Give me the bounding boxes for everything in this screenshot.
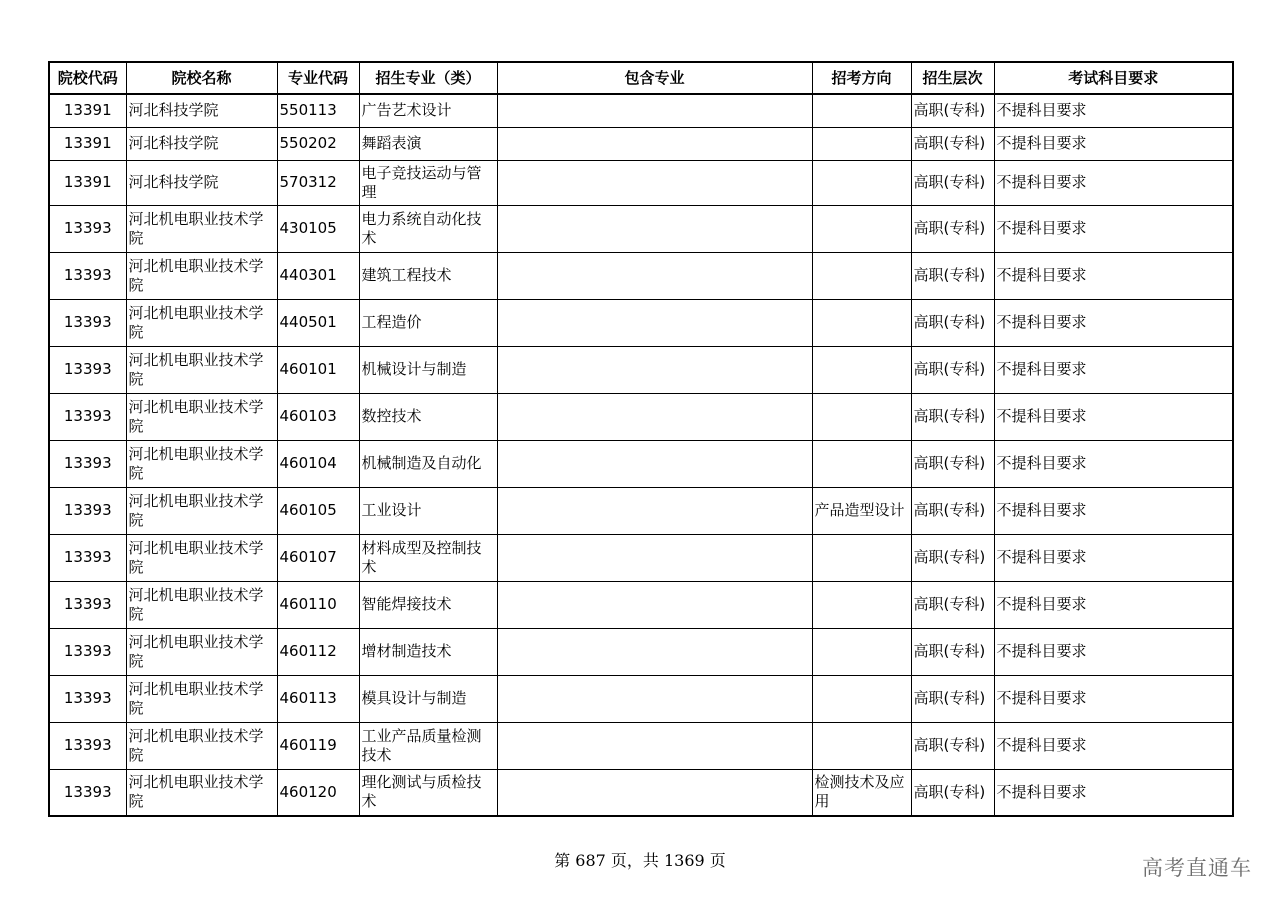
cell-subject-requirement: 不提科目要求 (994, 252, 1233, 299)
enrollment-table (48, 61, 1234, 817)
cell-major: 理化测试与质检技术 (359, 769, 497, 816)
cell-major: 数控技术 (359, 393, 497, 440)
cell-major-code: 460107 (277, 534, 359, 581)
cell-major: 机械设计与制造 (359, 346, 497, 393)
table-row (49, 534, 1233, 581)
header-school-code: 院校代码 (49, 62, 126, 94)
cell-subject-requirement: 不提科目要求 (994, 722, 1233, 769)
cell-subject-requirement: 不提科目要求 (994, 205, 1233, 252)
cell-school-code: 13393 (49, 205, 126, 252)
cell-school-code: 13393 (49, 769, 126, 816)
cell-direction (812, 252, 911, 299)
cell-school-code: 13393 (49, 440, 126, 487)
cell-level: 高职(专科) (911, 127, 994, 160)
table-row (49, 393, 1233, 440)
cell-school-name: 河北机电职业技术学院 (126, 769, 277, 816)
table-row (49, 581, 1233, 628)
table-row (49, 252, 1233, 299)
cell-major-code: 550202 (277, 127, 359, 160)
cell-direction (812, 628, 911, 675)
table-row (49, 675, 1233, 722)
cell-level: 高职(专科) (911, 299, 994, 346)
header-direction: 招考方向 (812, 62, 911, 94)
page-footer: 第 687 页，共 1369 页 (554, 851, 726, 870)
table-row (49, 205, 1233, 252)
cell-level: 高职(专科) (911, 252, 994, 299)
table-row (49, 628, 1233, 675)
cell-direction (812, 393, 911, 440)
cell-school-code: 13393 (49, 628, 126, 675)
cell-school-code: 13393 (49, 722, 126, 769)
cell-direction (812, 127, 911, 160)
cell-level: 高职(专科) (911, 346, 994, 393)
header-major: 招生专业（类） (359, 62, 497, 94)
cell-school-code: 13393 (49, 581, 126, 628)
cell-subject-requirement: 不提科目要求 (994, 299, 1233, 346)
cell-major-code: 550113 (277, 94, 359, 127)
cell-level: 高职(专科) (911, 487, 994, 534)
cell-included-majors (497, 487, 812, 534)
cell-level: 高职(专科) (911, 769, 994, 816)
table-row (49, 722, 1233, 769)
table-row (49, 160, 1233, 205)
table-row (49, 94, 1233, 127)
cell-major: 电子竞技运动与管理 (359, 160, 497, 205)
cell-level: 高职(专科) (911, 722, 994, 769)
cell-school-name: 河北机电职业技术学院 (126, 252, 277, 299)
cell-major-code: 460103 (277, 393, 359, 440)
cell-school-code: 13393 (49, 393, 126, 440)
cell-school-code: 13393 (49, 534, 126, 581)
cell-direction (812, 440, 911, 487)
cell-school-name: 河北机电职业技术学院 (126, 722, 277, 769)
cell-major: 广告艺术设计 (359, 94, 497, 127)
cell-school-name: 河北科技学院 (126, 127, 277, 160)
cell-included-majors (497, 160, 812, 205)
cell-level: 高职(专科) (911, 393, 994, 440)
cell-subject-requirement: 不提科目要求 (994, 346, 1233, 393)
cell-major: 模具设计与制造 (359, 675, 497, 722)
table-row (49, 346, 1233, 393)
cell-major: 材料成型及控制技术 (359, 534, 497, 581)
cell-included-majors (497, 205, 812, 252)
cell-major-code: 460119 (277, 722, 359, 769)
cell-school-code: 13393 (49, 487, 126, 534)
cell-level: 高职(专科) (911, 534, 994, 581)
cell-major: 工程造价 (359, 299, 497, 346)
table-row (49, 127, 1233, 160)
cell-school-code: 13393 (49, 252, 126, 299)
cell-level: 高职(专科) (911, 94, 994, 127)
cell-major-code: 440501 (277, 299, 359, 346)
cell-included-majors (497, 127, 812, 160)
cell-major: 机械制造及自动化 (359, 440, 497, 487)
cell-major-code: 570312 (277, 160, 359, 205)
header-level: 招生层次 (911, 62, 994, 94)
cell-level: 高职(专科) (911, 160, 994, 205)
cell-school-name: 河北机电职业技术学院 (126, 299, 277, 346)
cell-level: 高职(专科) (911, 628, 994, 675)
cell-school-name: 河北机电职业技术学院 (126, 675, 277, 722)
cell-included-majors (497, 628, 812, 675)
cell-major-code: 460101 (277, 346, 359, 393)
cell-level: 高职(专科) (911, 581, 994, 628)
cell-school-name: 河北科技学院 (126, 160, 277, 205)
cell-direction (812, 722, 911, 769)
table-row (49, 769, 1233, 816)
header-subject-requirement: 考试科目要求 (994, 62, 1233, 94)
cell-included-majors (497, 769, 812, 816)
cell-major-code: 460105 (277, 487, 359, 534)
cell-school-code: 13391 (49, 127, 126, 160)
cell-direction (812, 534, 911, 581)
cell-direction (812, 675, 911, 722)
cell-major: 电力系统自动化技术 (359, 205, 497, 252)
cell-subject-requirement: 不提科目要求 (994, 769, 1233, 816)
cell-included-majors (497, 252, 812, 299)
cell-included-majors (497, 346, 812, 393)
cell-level: 高职(专科) (911, 205, 994, 252)
cell-school-code: 13393 (49, 675, 126, 722)
table-body (49, 94, 1233, 816)
cell-included-majors (497, 534, 812, 581)
cell-subject-requirement: 不提科目要求 (994, 487, 1233, 534)
table-row (49, 487, 1233, 534)
cell-major-code: 430105 (277, 205, 359, 252)
header-major-code: 专业代码 (277, 62, 359, 94)
cell-direction (812, 160, 911, 205)
cell-direction: 产品造型设计 (812, 487, 911, 534)
cell-included-majors (497, 675, 812, 722)
cell-school-name: 河北机电职业技术学院 (126, 393, 277, 440)
cell-major: 增材制造技术 (359, 628, 497, 675)
cell-school-code: 13393 (49, 299, 126, 346)
cell-direction (812, 581, 911, 628)
cell-subject-requirement: 不提科目要求 (994, 581, 1233, 628)
table-row (49, 299, 1233, 346)
cell-major-code: 460113 (277, 675, 359, 722)
cell-school-code: 13391 (49, 94, 126, 127)
cell-subject-requirement: 不提科目要求 (994, 94, 1233, 127)
cell-school-code: 13393 (49, 346, 126, 393)
cell-major-code: 460120 (277, 769, 359, 816)
cell-major: 舞蹈表演 (359, 127, 497, 160)
table-header-row (49, 62, 1233, 94)
cell-major: 工业产品质量检测技术 (359, 722, 497, 769)
cell-included-majors (497, 722, 812, 769)
cell-school-name: 河北机电职业技术学院 (126, 440, 277, 487)
cell-school-name: 河北机电职业技术学院 (126, 534, 277, 581)
cell-included-majors (497, 299, 812, 346)
cell-level: 高职(专科) (911, 675, 994, 722)
cell-school-name: 河北机电职业技术学院 (126, 487, 277, 534)
cell-major: 工业设计 (359, 487, 497, 534)
header-school-name: 院校名称 (126, 62, 277, 94)
cell-major: 智能焊接技术 (359, 581, 497, 628)
watermark: 高考直通车 (1142, 856, 1252, 880)
cell-level: 高职(专科) (911, 440, 994, 487)
table-row (49, 440, 1233, 487)
cell-school-name: 河北机电职业技术学院 (126, 346, 277, 393)
cell-subject-requirement: 不提科目要求 (994, 440, 1233, 487)
cell-school-name: 河北机电职业技术学院 (126, 581, 277, 628)
cell-subject-requirement: 不提科目要求 (994, 675, 1233, 722)
cell-school-name: 河北机电职业技术学院 (126, 205, 277, 252)
cell-subject-requirement: 不提科目要求 (994, 393, 1233, 440)
cell-major: 建筑工程技术 (359, 252, 497, 299)
cell-school-name: 河北科技学院 (126, 94, 277, 127)
cell-included-majors (497, 440, 812, 487)
cell-direction (812, 205, 911, 252)
cell-direction (812, 299, 911, 346)
cell-direction: 检测技术及应用 (812, 769, 911, 816)
header-included-majors: 包含专业 (497, 62, 812, 94)
cell-direction (812, 346, 911, 393)
cell-major-code: 460110 (277, 581, 359, 628)
cell-school-code: 13391 (49, 160, 126, 205)
cell-included-majors (497, 393, 812, 440)
cell-subject-requirement: 不提科目要求 (994, 628, 1233, 675)
cell-major-code: 460104 (277, 440, 359, 487)
cell-included-majors (497, 581, 812, 628)
cell-subject-requirement: 不提科目要求 (994, 160, 1233, 205)
cell-subject-requirement: 不提科目要求 (994, 127, 1233, 160)
cell-included-majors (497, 94, 812, 127)
cell-school-name: 河北机电职业技术学院 (126, 628, 277, 675)
cell-major-code: 460112 (277, 628, 359, 675)
cell-direction (812, 94, 911, 127)
cell-subject-requirement: 不提科目要求 (994, 534, 1233, 581)
cell-major-code: 440301 (277, 252, 359, 299)
